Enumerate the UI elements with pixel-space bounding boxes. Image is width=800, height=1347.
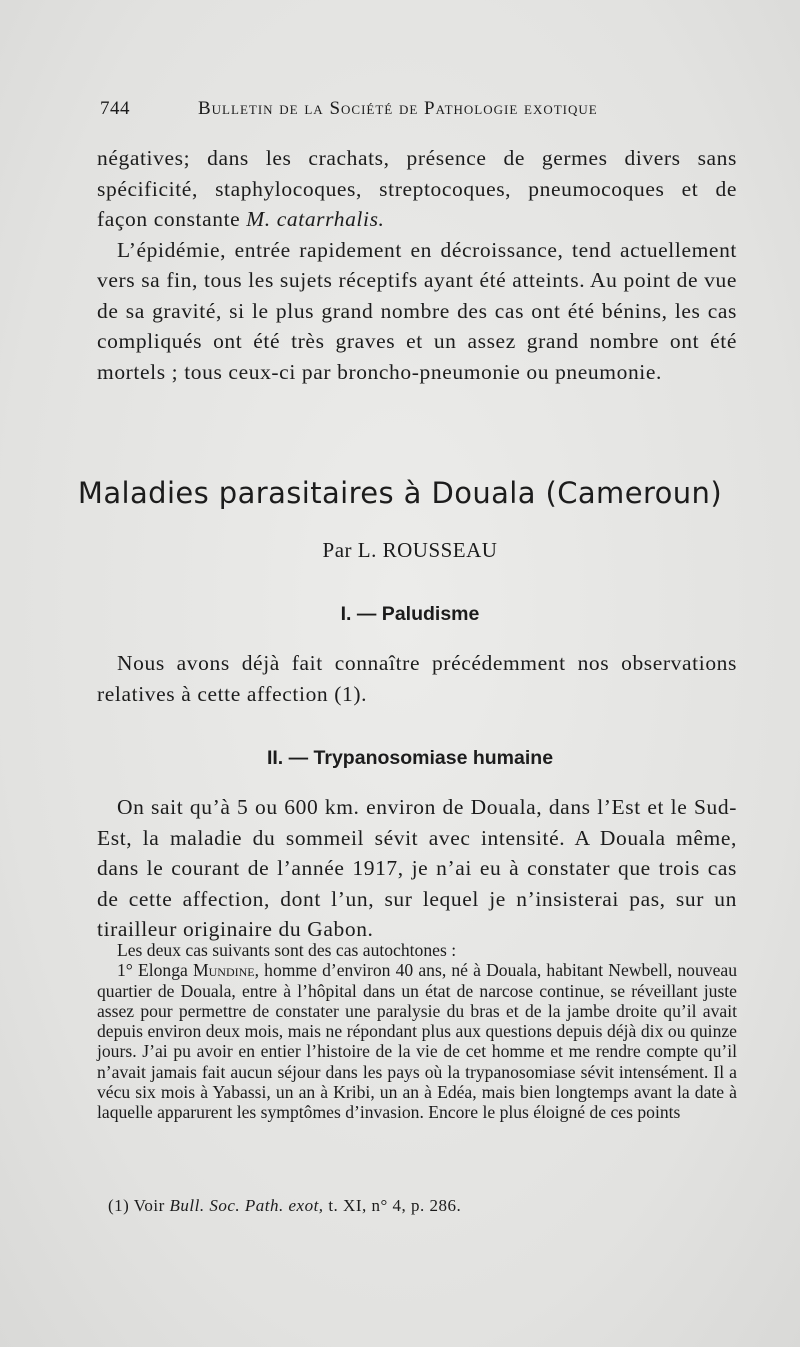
case-reports	[97, 940, 737, 1123]
intro-text	[97, 143, 737, 387]
intro-paragraph-1: négatives; dans les crachats, présence de germes divers sans spécificité, staphylocoques, streptocoques, pneumocoques et de façon constante M. catarrhalis.	[97, 146, 737, 231]
section2-paragraph: On sait qu’à 5 ou 600 km. environ de Douala, dans l’Est et le Sud-Est, la maladie du sommeil sévit avec intensité. A Douala même, dans le courant de l’année 1917, je n’ai eu à constater que trois cas de cette affection, dont l’un, sur lequel je n’insisterai pas, sur un tirailleur originaire du Gabon.	[97, 795, 737, 941]
article-author: Par L. ROUSSEAU	[322, 538, 498, 562]
page-number: 744	[100, 98, 130, 119]
journal-title: Bulletin de la Société de Pathologie exotique	[198, 98, 598, 119]
section2-text	[97, 792, 737, 945]
section-heading-trypanosomiase: II. — Trypanosomiase humaine	[266, 747, 554, 769]
intro-paragraph-2: L’épidémie, entrée rapidement en décroissance, tend actuellement vers sa fin, tous les sujets réceptifs ayant été atteints. Au point de vue de sa gravité, si le plus grand nombre des cas ont été bénins, les cas compliqués ont été très graves et un assez grand nombre ont été mortels ; tous ceux-ci par broncho-pneumonie ou pneumonie.	[97, 237, 737, 384]
section1-text	[97, 648, 737, 709]
article-title: Maladies parasitaires à Douala (Cameroun)	[77, 476, 723, 510]
footnote: (1) Voir Bull. Soc. Path. exot, t. XI, n° 4, p. 286.	[108, 1196, 462, 1215]
footnote-citation: Bull. Soc. Path. exot,	[169, 1196, 324, 1215]
section1-paragraph: Nous avons déjà fait connaître précédemment nos observations relatives à cette affection (1).	[97, 651, 737, 706]
cases-intro: Les deux cas suivants sont des cas autochtones :	[117, 940, 457, 960]
section-heading-paludisme: I. — Paludisme	[340, 603, 480, 625]
patient-name: Mundine	[192, 960, 255, 981]
case-1: 1° Elonga Mundine, homme d’environ 40 ans, né à Douala, habitant Newbell, nouveau quartier de Douala, entre à l’hôpital dans un état de narcose continue, se réveillant juste assez pour permettre de constater une paralysie du bras et de la jambe droite qu’il avait depuis environ deux mois, mais ne répondant plus aux questions depuis déjà dix ou quinze jours. J’ai pu avoir en entier l’histoire de la vie de cet homme et me rendre compte qu’il n’avait jamais fait aucun séjour dans les pays où la trypanosomiase sévit intensément. Il a vécu six mois à Yabassi, un an à Kribi, un an à Edéa, mais bien longtemps avant la date à laquelle apparurent les symptômes d’invasion. Encore le plus éloigné de ces points	[97, 960, 737, 1123]
species-name: M. catarrhalis.	[246, 207, 385, 231]
